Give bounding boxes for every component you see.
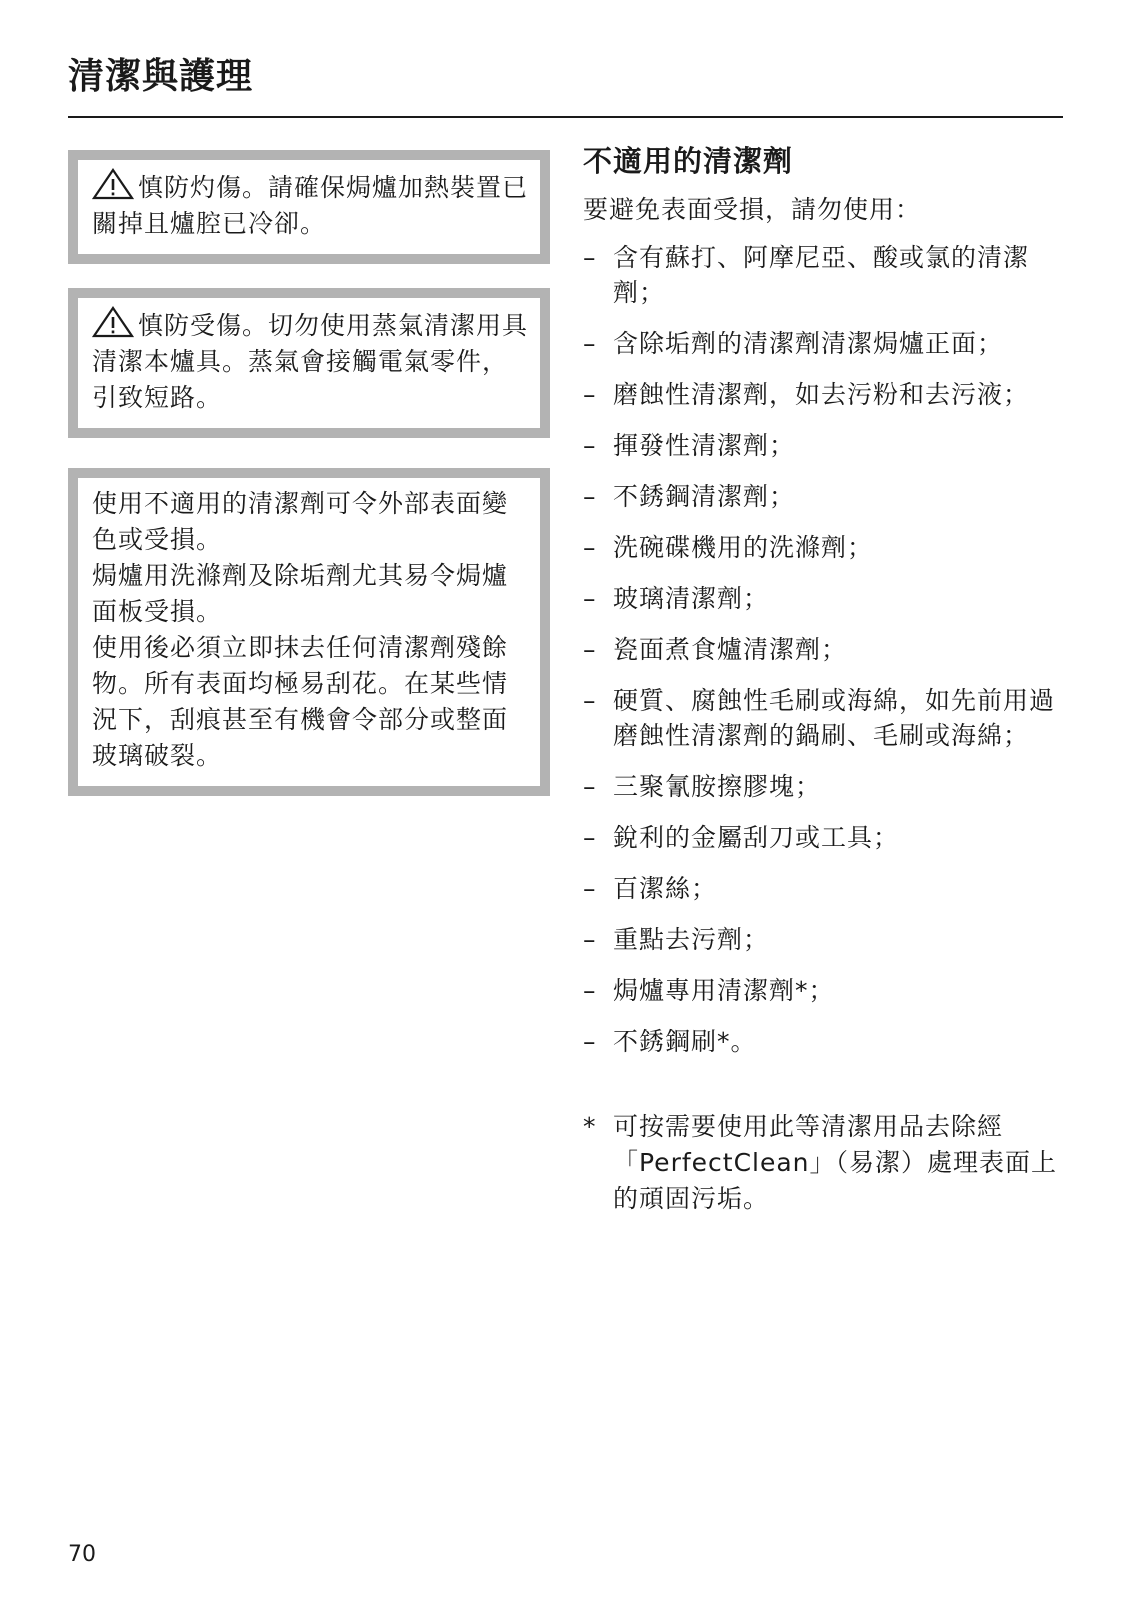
info-paragraph: 使用後必須立即抹去任何清潔劑殘餘物。所有表面均極易刮花。在某些情況下，刮痕甚至有機會令部分或整面玻璃破裂。 <box>92 633 509 770</box>
section-intro: 要避免表面受損，請勿使用： <box>583 195 922 224</box>
dash-bullet: – <box>583 431 597 460</box>
dash-bullet: – <box>583 380 597 409</box>
list-item <box>583 530 1067 565</box>
list-item <box>583 632 1067 667</box>
list-item <box>583 581 1067 616</box>
dash-bullet: – <box>583 874 597 903</box>
injury-warning-box <box>68 288 550 438</box>
dash-bullet: – <box>583 1027 597 1056</box>
left-column <box>68 150 550 796</box>
list-item-text: 重點去污劑； <box>613 925 770 954</box>
list-item <box>583 683 1067 753</box>
list-item-text: 百潔絲； <box>613 874 718 903</box>
list-item <box>583 871 1067 906</box>
list-item-text: 硬質、腐蝕性毛刷或海綿，如先前用過磨蝕性清潔劑的鍋刷、毛刷或海綿； <box>613 686 1056 750</box>
dash-bullet: – <box>583 584 597 613</box>
warning-triangle-icon <box>92 306 134 338</box>
dash-bullet: – <box>583 243 597 272</box>
list-item <box>583 820 1067 855</box>
list-item <box>583 922 1067 957</box>
warning-triangle-icon <box>92 168 134 200</box>
list-item <box>583 1024 1067 1059</box>
footnote-text: 可按需要使用此等清潔用品去除經「PerfectClean」（易潔）處理表面上的頑固污垢。 <box>613 1112 1058 1213</box>
dash-bullet: – <box>583 635 597 664</box>
list-item-text: 不銹鋼刷*。 <box>613 1027 757 1056</box>
list-item-text: 瓷面煮食爐清潔劑； <box>613 635 848 664</box>
page-number: 70 <box>68 1542 96 1567</box>
list-item-text: 焗爐專用清潔劑*； <box>613 976 835 1005</box>
list-item-text: 三聚氰胺擦膠塊； <box>613 772 822 801</box>
burn-warning-text: 慎防灼傷。請確保焗爐加熱裝置已關掉且爐腔已冷卻。 <box>92 173 529 238</box>
burn-warning-box <box>68 150 550 264</box>
list-item-text: 磨蝕性清潔劑，如去污粉和去污液； <box>613 380 1030 409</box>
dash-bullet: – <box>583 482 597 511</box>
list-item <box>583 973 1067 1008</box>
list-item <box>583 428 1067 463</box>
footnote <box>583 1109 1067 1217</box>
title-divider <box>68 116 1063 118</box>
list-item-text: 銳利的金屬刮刀或工具； <box>613 823 900 852</box>
list-item-text: 含有蘇打、阿摩尼亞、酸或氯的清潔劑； <box>613 243 1030 307</box>
list-item <box>583 326 1067 361</box>
list-item-text: 玻璃清潔劑； <box>613 584 770 613</box>
list-item-text: 不銹鋼清潔劑； <box>613 482 796 511</box>
list-item <box>583 479 1067 514</box>
dash-bullet: – <box>583 772 597 801</box>
list-item-text: 洗碗碟機用的洗滌劑； <box>613 533 874 562</box>
dash-bullet: – <box>583 976 597 1005</box>
list-item <box>583 240 1067 310</box>
list-item <box>583 769 1067 804</box>
list-item-text: 揮發性清潔劑； <box>613 431 796 460</box>
section-title: 不適用的清潔劑 <box>583 144 794 178</box>
page-title: 清潔與護理 <box>68 56 254 97</box>
dash-bullet: – <box>583 329 597 358</box>
footnote-marker: * <box>583 1112 597 1141</box>
dash-bullet: – <box>583 925 597 954</box>
info-paragraph: 使用不適用的清潔劑可令外部表面變色或受損。 <box>92 489 509 554</box>
dash-bullet: – <box>583 533 597 562</box>
dash-bullet: – <box>583 823 597 852</box>
unsuitable-cleaners-list <box>583 240 1067 1059</box>
list-item-text: 含除垢劑的清潔劑清潔焗爐正面； <box>613 329 1004 358</box>
injury-warning-text: 慎防受傷。切勿使用蒸氣清潔用具清潔本爐具。蒸氣會接觸電氣零件，引致短路。 <box>92 311 529 412</box>
dash-bullet: – <box>583 686 597 715</box>
info-paragraph: 焗爐用洗滌劑及除垢劑尤其易令焗爐面板受損。 <box>92 561 509 626</box>
right-column <box>583 140 1067 1217</box>
list-item <box>583 377 1067 412</box>
info-box <box>68 468 550 796</box>
